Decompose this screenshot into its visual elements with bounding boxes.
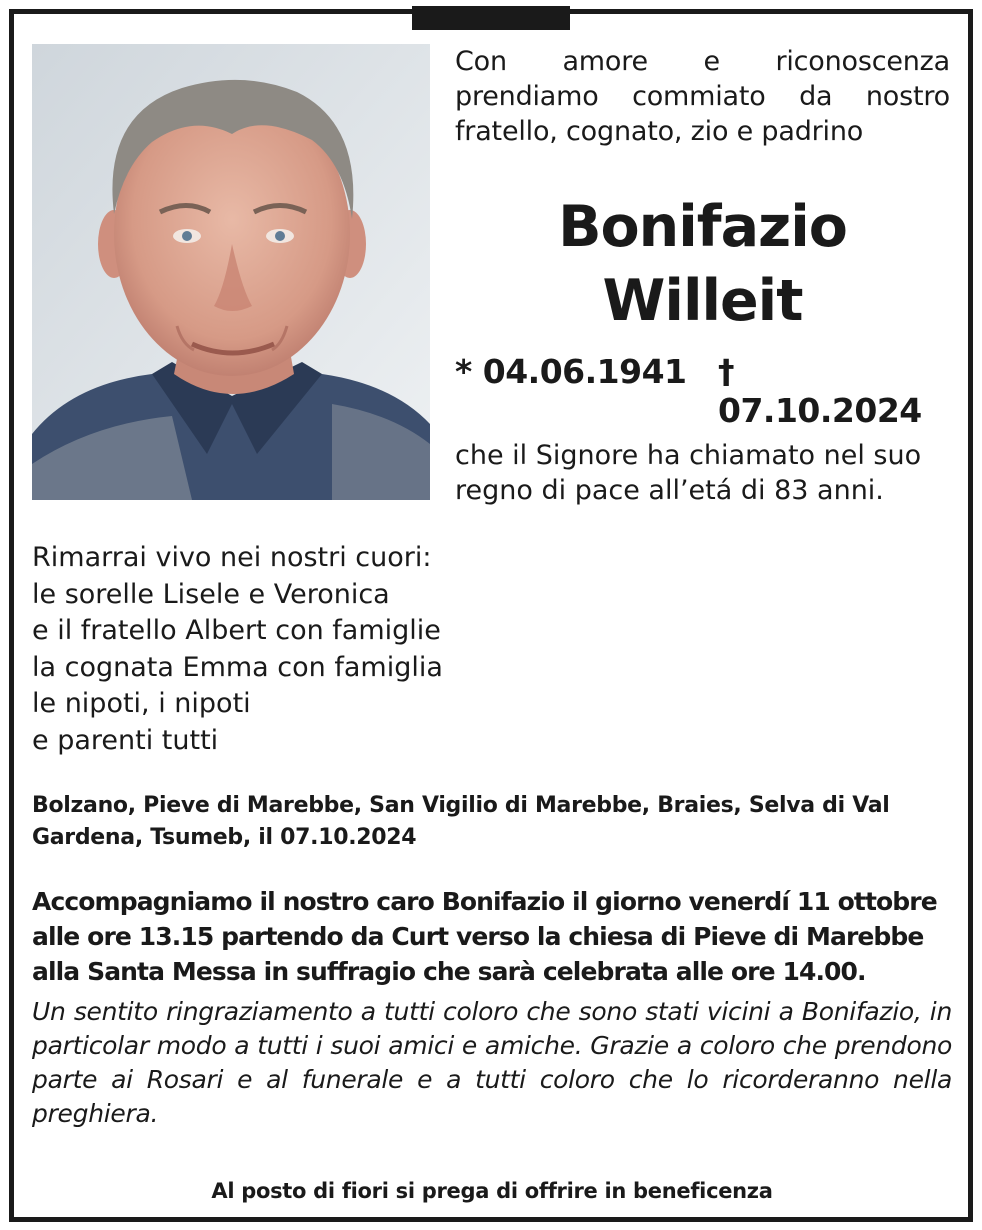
portrait-photo — [32, 44, 430, 500]
called-text: che il Signore ha chiamato nel suo regno di pace all’etá di 83 anni. — [455, 440, 922, 506]
birth-date: * 04.06.1941 — [455, 352, 687, 391]
places-and-date: Bolzano, Pieve di Marebbe, San Vigilio di Marebbe, Braies, Selva di Val Gardena, Tsumeb, il 07.10.2024 — [32, 793, 890, 850]
deceased-last-name: Willeit — [602, 268, 803, 334]
survivors-list — [32, 540, 552, 759]
intro-text: Con amore e riconoscenza prendiamo commiato da nostro fratello, cognato, zio e padrino — [455, 46, 950, 147]
deceased-first-name: Bonifazio — [558, 194, 847, 260]
survivors-line: e parenti tutti — [32, 724, 219, 756]
survivors-line: Rimarrai vivo nei nostri cuori: — [32, 542, 432, 573]
frame-top-tab — [412, 6, 570, 30]
thanks-text: Un sentito ringraziamento a tutti coloro che sono stati vicini a Bonifazio, in particolar modo a tutti i suoi amici e amiche. Grazie a coloro che prendono parte ai Rosari e al funerale e a tutti coloro che lo ricorderanno nella preghiera. — [32, 997, 952, 1128]
charity-note: Al posto di fiori si prega di offrire in beneficenza — [211, 1179, 773, 1203]
survivors-line: le nipoti, i nipoti — [32, 688, 251, 719]
survivors-line: le sorelle Lisele e Veronica — [32, 578, 390, 610]
life-dates — [455, 352, 935, 430]
portrait-illustration — [32, 44, 430, 500]
death-date: † 07.10.2024 — [718, 352, 922, 430]
survivors-line: e il fratello Albert con famiglie — [32, 615, 441, 646]
funeral-announcement: Accompagniamo il nostro caro Bonifazio il giorno venerdí 11 ottobre alle ore 13.15 partendo da Curt verso la chiesa di Pieve di Marebbe alla Santa Messa in suffragio che sarà celebrata alle ore 14.00. — [32, 887, 937, 986]
survivors-line: la cognata Emma con famiglia — [32, 651, 443, 683]
deceased-name — [455, 190, 950, 338]
